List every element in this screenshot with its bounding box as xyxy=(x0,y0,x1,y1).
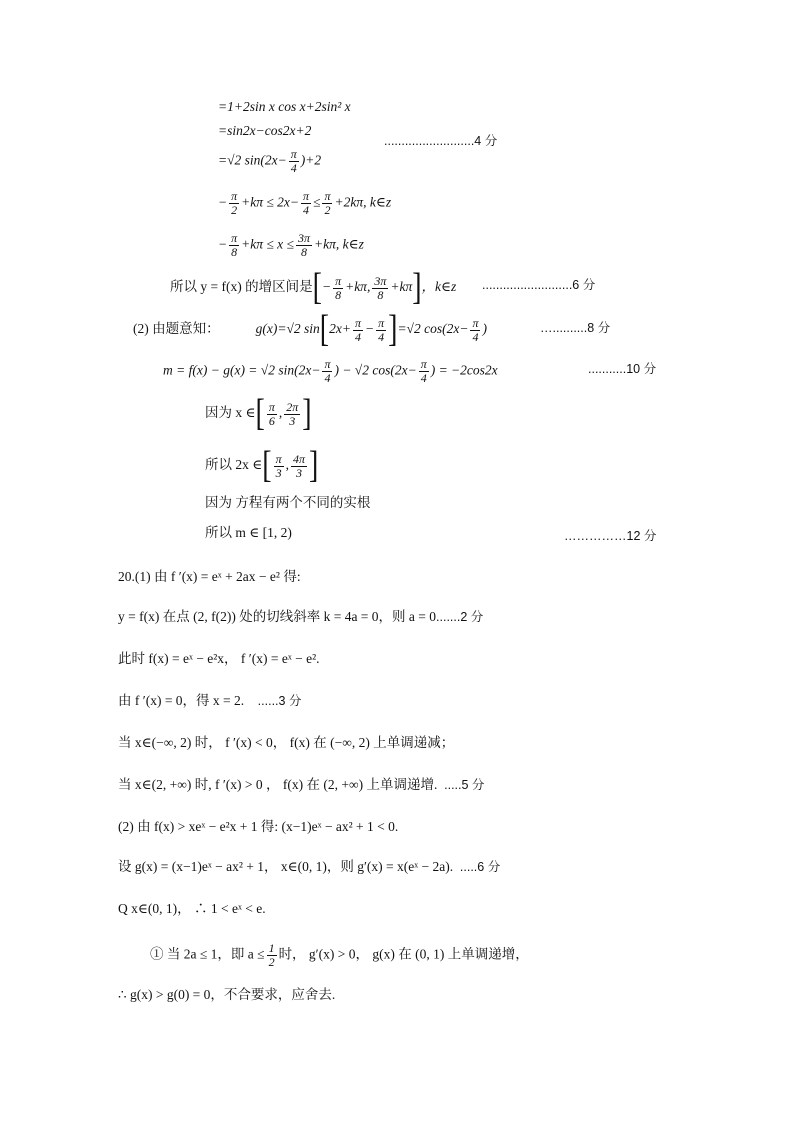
numerator: π xyxy=(472,315,479,330)
fraction xyxy=(289,148,299,175)
q20-line-1: 20.(1) 由 f ′(x) = eˣ + 2ax − e² 得: xyxy=(118,569,301,584)
eq-text: 时， g′(x) > 0， g(x) 在 (0, 1) 上单调递增， xyxy=(278,946,529,962)
denominator: 2 xyxy=(324,203,331,217)
eq-line-10: 所以 2x ∈[ $\frac{\pi}{3}$ , $\frac{4\pi}{3}$ ] xyxy=(205,444,319,487)
eq-line-6 xyxy=(170,266,457,309)
numerator: π xyxy=(420,357,427,371)
eq-text: 因为 x ∈ xyxy=(205,405,256,421)
fraction xyxy=(470,317,480,344)
q20-line-4 xyxy=(118,692,301,710)
fraction xyxy=(267,942,277,969)
eq-line-8 xyxy=(163,358,498,385)
eq-text: ① 当 2a ≤ 1，即 a ≤ xyxy=(150,946,265,962)
fraction xyxy=(296,232,312,259)
eq-text: =√2 sin(2x− xyxy=(218,152,287,168)
bracket-right: ] xyxy=(302,392,312,435)
eq-text: ) = −2cos2x xyxy=(430,362,498,378)
denominator: 4 xyxy=(420,371,427,385)
denominator: 2 xyxy=(231,203,238,217)
denominator: 2 xyxy=(268,955,275,969)
eq-line-11: 因为 方程有两个不同的实根 xyxy=(205,495,371,510)
eq-line-12: 所以 m ∈ [1, 2) xyxy=(205,525,292,540)
score-12: ……………12 分 xyxy=(564,529,657,543)
numerator: π xyxy=(268,399,275,414)
eq-text: )+2 xyxy=(300,152,322,168)
numerator: π xyxy=(324,189,331,203)
eq-text: − xyxy=(218,194,228,210)
eq-line-9: 因为 x ∈[ $\frac{\pi}{6}$ , $\frac{2\pi}{3}$ ] xyxy=(205,392,312,435)
denominator: 4 xyxy=(354,329,361,344)
q20-line-3: 此时 f(x) = eˣ − e²x， f ′(x) = eˣ − e². xyxy=(118,651,320,666)
fraction xyxy=(372,275,388,302)
denominator: 8 xyxy=(377,287,384,302)
eq-line-3 xyxy=(218,148,321,175)
numerator: π xyxy=(335,273,342,288)
fraction xyxy=(322,190,332,217)
score-4: ..........................4 分 xyxy=(384,134,498,148)
denominator: 4 xyxy=(378,329,385,344)
eq-text: 当 x∈(2, +∞) 时, f ′(x) > 0 ， f(x) 在 (2, +∞) 上单调递增. xyxy=(118,777,438,792)
denominator: 4 xyxy=(303,203,310,217)
numerator: π xyxy=(231,189,238,203)
bracket-left: [ xyxy=(255,392,265,435)
eq-text: +kπ xyxy=(390,279,413,295)
q20-line-7: (2) 由 f(x) > xeˣ − e²x + 1 得: (x−1)eˣ − ax² + 1 < 0. xyxy=(118,819,399,834)
denominator: 8 xyxy=(231,245,238,259)
denominator: 8 xyxy=(300,245,307,259)
q20-line-2 xyxy=(118,608,483,626)
numerator: 4π xyxy=(292,451,305,466)
q20-line-6 xyxy=(118,776,484,794)
eq-text: − xyxy=(364,321,375,337)
eq-text: m = f(x) − g(x) = √2 sin(2x− xyxy=(163,362,321,378)
fraction xyxy=(322,358,332,385)
eq-text: +kπ ≤ x ≤ xyxy=(241,236,294,252)
eq-text: =√2 cos(2x− xyxy=(397,321,469,337)
bracket-right: ] xyxy=(308,444,319,487)
fraction xyxy=(284,401,300,428)
eq-text: +kπ, xyxy=(345,279,371,295)
score-5: .....5 分 xyxy=(444,778,485,792)
fraction xyxy=(229,232,239,259)
eq-text: 2x+ xyxy=(329,321,351,337)
eq-text: ) − √2 cos(2x− xyxy=(334,362,417,378)
eq-text: 设 g(x) = (x−1)eˣ − ax² + 1， x∈(0, 1)，则 g′(x) = x(eˣ − 2a). xyxy=(118,859,454,874)
bracket-left: [ xyxy=(262,444,272,487)
numerator: π xyxy=(290,147,297,161)
numerator: 3π xyxy=(374,273,387,288)
eq-text: y = f(x) 在点 (2, f(2)) 处的切线斜率 k = 4a = 0，则 a = 0 xyxy=(118,609,437,624)
q20-line-9: Q x∈(0, 1)， ∴ 1 < eˣ < e. xyxy=(118,901,266,916)
eq-text: ，k∈z xyxy=(421,279,457,295)
fraction xyxy=(419,358,429,385)
eq-text: ) xyxy=(482,321,487,337)
fraction xyxy=(274,453,284,480)
score-6b: .....6 分 xyxy=(459,860,501,874)
fraction xyxy=(267,401,277,428)
fraction xyxy=(333,275,343,302)
eq-text: +kπ, k∈z xyxy=(313,236,364,252)
bracket-left: [ xyxy=(319,308,330,351)
eq-text: +kπ ≤ 2x− xyxy=(241,194,300,210)
numerator: 1 xyxy=(268,941,275,955)
denominator: 4 xyxy=(324,371,331,385)
denominator: 4 xyxy=(290,161,297,175)
score-2: .......2 分 xyxy=(436,610,484,624)
eq-text: − xyxy=(321,279,332,295)
eq-line-2: =sin2x−cos2x+2 xyxy=(218,123,312,138)
fraction xyxy=(291,453,307,480)
eq-text: 由 f ′(x) = 0，得 x = 2. xyxy=(118,693,245,708)
bracket-right: ] xyxy=(388,308,398,351)
bracket-right: ] xyxy=(412,266,422,309)
q20-line-10 xyxy=(150,942,529,969)
eq-line-1: =1+2sin x cos x+2sin² x xyxy=(218,99,351,114)
numerator: π xyxy=(275,451,282,466)
numerator: π xyxy=(354,315,361,330)
numerator: π xyxy=(303,189,310,203)
eq-text: (2) 由题意知： xyxy=(133,321,220,337)
score-6: ..........................6 分 xyxy=(482,278,596,292)
score-10: ...........10 分 xyxy=(588,362,657,376)
numerator: π xyxy=(231,231,238,245)
eq-text: 所以 y = f(x) 的增区间是 xyxy=(170,279,313,295)
denominator: 8 xyxy=(335,287,342,302)
eq-text: +2kπ, k∈z xyxy=(334,194,392,210)
eq-text: − xyxy=(218,236,228,252)
denominator: 3 xyxy=(289,413,296,428)
eq-line-5 xyxy=(218,232,364,259)
fraction xyxy=(376,317,386,344)
denominator: 6 xyxy=(268,413,275,428)
numerator: π xyxy=(378,315,385,330)
eq-text: 所以 2x ∈ xyxy=(205,457,263,473)
fraction xyxy=(353,317,363,344)
score-3: ......3 分 xyxy=(257,694,302,708)
denominator: 3 xyxy=(295,465,302,480)
eq-text: ≤ xyxy=(313,194,321,210)
q20-line-8 xyxy=(118,858,500,876)
fraction xyxy=(301,190,311,217)
fraction xyxy=(229,190,239,217)
numerator: 3π xyxy=(297,231,310,245)
eq-line-7 xyxy=(133,308,487,351)
numerator: π xyxy=(324,357,331,371)
eq-line-4 xyxy=(218,190,391,217)
bracket-left: [ xyxy=(312,266,322,309)
numerator: 2π xyxy=(286,399,299,414)
denominator: 3 xyxy=(275,465,282,480)
eq-text: g(x)=√2 sin xyxy=(255,321,320,337)
q20-line-11: ∴ g(x) > g(0) = 0，不合要求，应舍去. xyxy=(118,987,336,1002)
q20-line-5: 当 x∈(−∞, 2) 时， f ′(x) < 0， f(x) 在 (−∞, 2) 上单调递减； xyxy=(118,735,455,750)
score-8: …..........8 分 xyxy=(540,321,611,335)
denominator: 4 xyxy=(472,329,479,344)
